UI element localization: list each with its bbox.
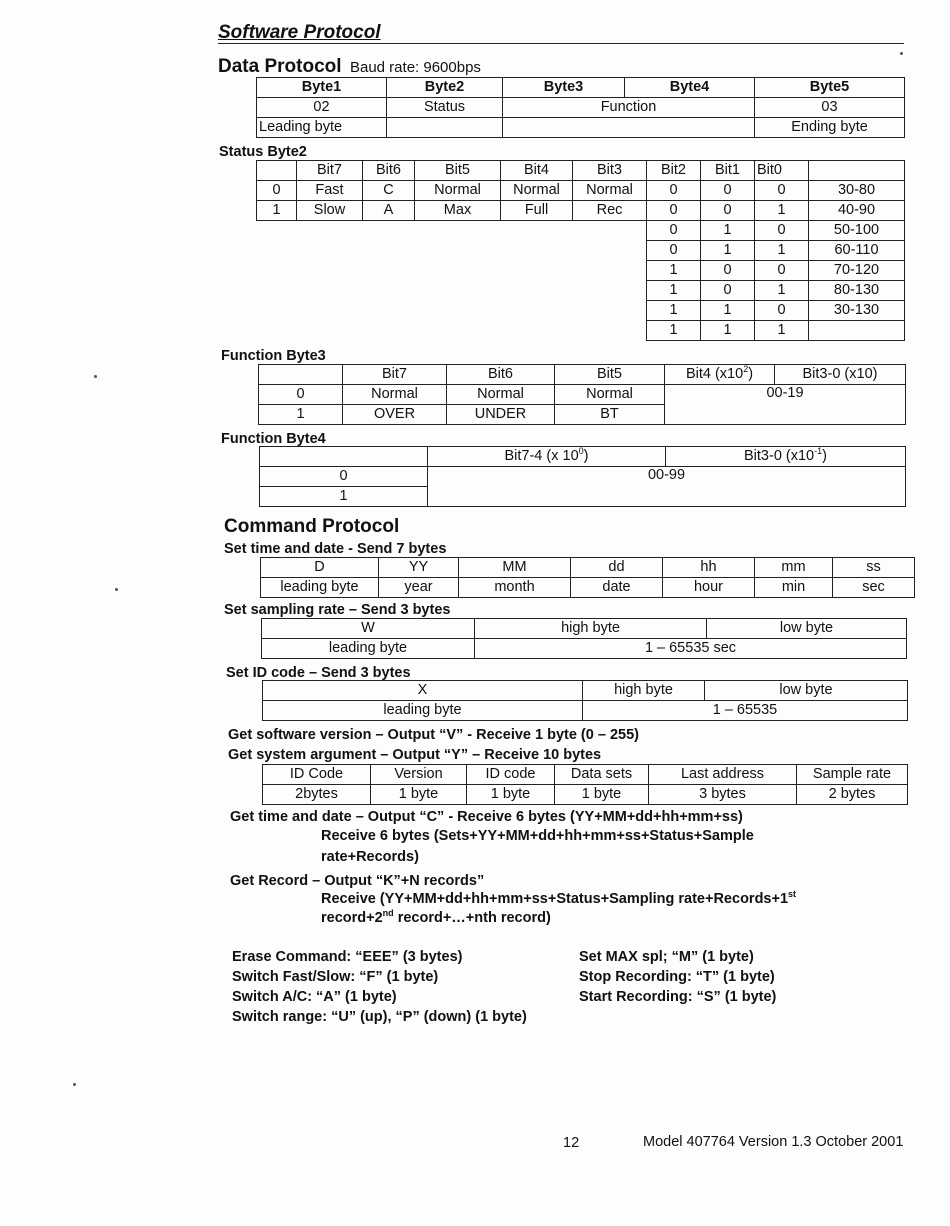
table-cell: 30-80 [809,181,905,201]
table-cell: Bit6 [447,365,555,385]
table-cell [809,321,905,341]
table-cell: 03 [755,98,905,118]
title-rule [218,43,904,44]
get-time-line1: Get time and date – Output “C” - Receive 6 bytes (YY+MM+dd+hh+mm+ss) [230,809,743,825]
table-cell: Fast [297,181,363,201]
table-cell: 1 [755,281,809,301]
table-cell: Bit7 [343,365,447,385]
function-byte3-heading: Function Byte3 [221,348,326,364]
table-cell: 80-130 [809,281,905,301]
table-cell: month [459,578,571,598]
table-cell: 0 [701,201,755,221]
command-protocol-heading: Command Protocol [224,516,400,537]
get-record-line3b: record+…+nth record) [393,910,551,926]
table-cell: Bit5 [555,365,665,385]
table-cell: 0 [260,467,428,487]
get-system-table [262,764,908,805]
start-recording-command: Start Recording: “S” (1 byte) [579,989,777,1005]
table-cell [257,221,647,241]
table-cell: MM [459,558,571,578]
bit7-4-exponent: 0 [578,446,584,457]
table-cell [387,118,503,138]
table-cell: 50-100 [809,221,905,241]
table-cell: year [379,578,459,598]
function-byte4-table [259,446,906,507]
table-cell: 0 [259,385,343,405]
table-cell: Full [501,201,573,221]
data-protocol-table [256,77,905,138]
table-row [259,385,906,405]
get-record-line2-text: Receive (YY+MM+dd+hh+mm+ss+Status+Sampling rate+Records+1 [321,891,789,907]
table-cell: 0 [257,181,297,201]
table-cell: Normal [415,181,501,201]
table-cell: 0 [647,241,701,261]
model-version: Model 407764 Version 1.3 October 2001 [643,1134,904,1150]
table-cell: Byte3 [503,78,625,98]
table-cell: 1 [260,487,428,507]
table-cell: 1 – 65535 [583,701,908,721]
table-row [263,785,908,805]
table-cell: low byte [707,619,907,639]
table-cell: leading byte [263,701,583,721]
table-cell: Bit4 [501,161,573,181]
table-row [263,765,908,785]
table-cell: 60-110 [809,241,905,261]
table-cell: leading byte [261,578,379,598]
scan-speck [900,52,903,55]
get-record-line3 [321,910,551,926]
table-cell: dd [571,558,663,578]
table-cell: Function [503,98,755,118]
table-cell: 00-99 [428,467,906,507]
set-sampling-table [261,618,907,659]
table-cell: 1 [701,221,755,241]
table-cell: Bit7 [297,161,363,181]
table-row [257,321,905,341]
table-cell: 1 [257,201,297,221]
table-cell: UNDER [447,405,555,425]
table-row [257,201,905,221]
table-cell: high byte [583,681,705,701]
table-cell: Normal [447,385,555,405]
table-row [262,639,907,659]
table-cell: 40-90 [809,201,905,221]
commands-right-list [579,947,776,1007]
set-time-table [260,557,915,598]
bit4-close: ) [748,366,754,382]
table-row [262,619,907,639]
table-cell: 1 [755,241,809,261]
switch-range-command: Switch range: “U” (up), “P” (down) (1 byte) [232,1009,527,1025]
get-version-line: Get software version – Output “V” - Receive 1 byte (0 – 255) [228,727,639,743]
table-cell: Data sets [555,765,649,785]
table-cell: hh [663,558,755,578]
table-cell: Bit2 [647,161,701,181]
table-cell: X [263,681,583,701]
table-cell: 0 [755,221,809,241]
table-cell: leading byte [262,639,475,659]
table-row [259,365,906,385]
bit4-exponent: 2 [743,364,749,375]
set-max-spl-command: Set MAX spl; “M” (1 byte) [579,949,754,965]
table-cell: Normal [555,385,665,405]
table-cell: Normal [573,181,647,201]
table-cell: Slow [297,201,363,221]
table-cell [259,365,343,385]
table-cell: Bit1 [701,161,755,181]
table-cell: 0 [755,181,809,201]
set-id-label: Set ID code – Send 3 bytes [226,665,411,681]
scan-speck [73,1083,76,1086]
table-cell: Max [415,201,501,221]
table-cell [257,241,647,261]
table-cell [257,281,647,301]
table-cell: ID code [467,765,555,785]
data-protocol-heading-row [218,56,481,78]
second-ordinal-suffix: nd [382,908,394,919]
table-row [257,78,905,98]
table-cell: 1 [701,321,755,341]
table-cell: 0 [647,221,701,241]
table-cell: 0 [701,181,755,201]
data-protocol-heading: Data Protocol [218,56,342,77]
table-cell [257,161,297,181]
table-cell: hour [663,578,755,598]
table-row [260,447,906,467]
table-cell: Bit3-0 $(x10^{-1})$ [666,447,906,467]
table-row [257,118,905,138]
table-cell: OVER [343,405,447,425]
table-cell [503,118,755,138]
table-cell: ss [833,558,915,578]
set-sampling-label: Set sampling rate – Send 3 bytes [224,602,451,618]
table-cell: Normal [501,181,573,201]
table-cell: Version [371,765,467,785]
table-cell: Rec [573,201,647,221]
table-cell: 0 [701,281,755,301]
table-row [257,281,905,301]
table-cell: YY [379,558,459,578]
table-cell: BT [555,405,665,425]
switch-fast-slow-command: Switch Fast/Slow: “F” (1 byte) [232,969,439,985]
table-cell: 30-130 [809,301,905,321]
table-cell: 0 [755,301,809,321]
table-cell [257,301,647,321]
table-cell: 2 bytes [797,785,908,805]
status-byte-heading: Status Byte2 [219,144,307,160]
table-cell: 70-120 [809,261,905,281]
table-cell: 1 [259,405,343,425]
function-byte3-table [258,364,906,425]
table-row [261,558,915,578]
table-row [260,467,906,487]
table-cell [665,365,775,385]
table-row [263,681,908,701]
table-cell: Byte1 [257,78,387,98]
table-row [257,261,905,281]
table-cell: 02 [257,98,387,118]
table-cell [809,161,905,181]
get-record-line3a: record+2 [321,910,383,926]
table-row [257,181,905,201]
table-cell: sec [833,578,915,598]
table-row [257,301,905,321]
table-cell: 1 [647,261,701,281]
table-row [261,578,915,598]
bit7-4-label: Bit7-4 (x 10 [504,448,579,464]
erase-command: Erase Command: “EEE” (3 bytes) [232,949,463,965]
table-row [257,241,905,261]
table-cell: 0 [647,181,701,201]
table-cell: 1 byte [555,785,649,805]
table-cell: Byte4 [625,78,755,98]
table-cell [257,261,647,281]
table-cell: Bit5 [415,161,501,181]
table-cell: ID Code [263,765,371,785]
table-cell: low byte [705,681,908,701]
table-row [257,98,905,118]
function-byte4-heading: Function Byte4 [221,431,326,447]
table-cell: Byte2 [387,78,503,98]
stop-recording-command: Stop Recording: “T” (1 byte) [579,969,775,985]
scan-speck [94,375,97,378]
table-cell: Normal [343,385,447,405]
table-cell [257,321,647,341]
table-cell: 2bytes [263,785,371,805]
first-ordinal-suffix: st [788,889,797,900]
table-cell: Bit6 [363,161,415,181]
table-cell: 1 byte [371,785,467,805]
table-cell: A [363,201,415,221]
table-cell: D [261,558,379,578]
get-record-line1: Get Record – Output “K”+N records” [230,873,485,889]
get-record-line2 [321,891,796,907]
table-row [257,161,905,181]
table-cell: 1 [755,201,809,221]
table-cell: 1 [701,301,755,321]
table-cell: C [363,181,415,201]
table-cell: 0 [647,201,701,221]
table-cell: mm [755,558,833,578]
bit3-0-label: Bit3-0 (x10 [744,448,815,464]
table-row [263,701,908,721]
table-cell: 3 bytes [649,785,797,805]
page-number: 12 [563,1135,580,1151]
get-time-line3: rate+Records) [321,849,419,865]
table-cell: 1 [647,321,701,341]
table-cell: Bit3-0 (x10) [775,365,906,385]
table-cell: Byte5 [755,78,905,98]
table-cell: 1 byte [467,785,555,805]
table-cell: 1 – 65535 sec [475,639,907,659]
table-cell: 1 [647,301,701,321]
table-cell: Sample rate [797,765,908,785]
scan-speck [115,588,118,591]
table-row [257,221,905,241]
table-cell: W [262,619,475,639]
table-cell: Bit7-4 (x $10^0$) [428,447,666,467]
set-time-label: Set time and date - Send 7 bytes [224,541,447,557]
bit3-0-exponent: -1 [814,446,823,457]
table-cell: high byte [475,619,707,639]
status-byte-table [256,160,905,341]
table-cell: Leading byte [257,118,387,138]
table-cell: Bit3 [573,161,647,181]
commands-left-list [232,947,527,1027]
set-id-table [262,680,908,721]
get-system-label: Get system argument – Output “Y” – Receive 10 bytes [228,747,602,763]
baud-rate: Baud rate: 9600bps [349,59,481,76]
table-cell: 1 [647,281,701,301]
table-cell: Status [387,98,503,118]
table-cell: 1 [755,321,809,341]
table-cell: 0 [701,261,755,281]
table-cell: date [571,578,663,598]
table-cell: Last address [649,765,797,785]
table-cell: Bit0 [755,161,809,181]
bit4-label: Bit4 (x10 [685,366,744,382]
get-time-line2: Receive 6 bytes (Sets+YY+MM+dd+hh+mm+ss+Status+Sample [321,828,754,844]
table-cell: min [755,578,833,598]
table-cell: 0 [755,261,809,281]
table-cell: 00-19 [665,385,906,425]
page-title: Software Protocol [218,22,381,43]
table-cell [260,447,428,467]
switch-ac-command: Switch A/C: “A” (1 byte) [232,989,397,1005]
table-cell: Ending byte [755,118,905,138]
table-cell: 1 [701,241,755,261]
